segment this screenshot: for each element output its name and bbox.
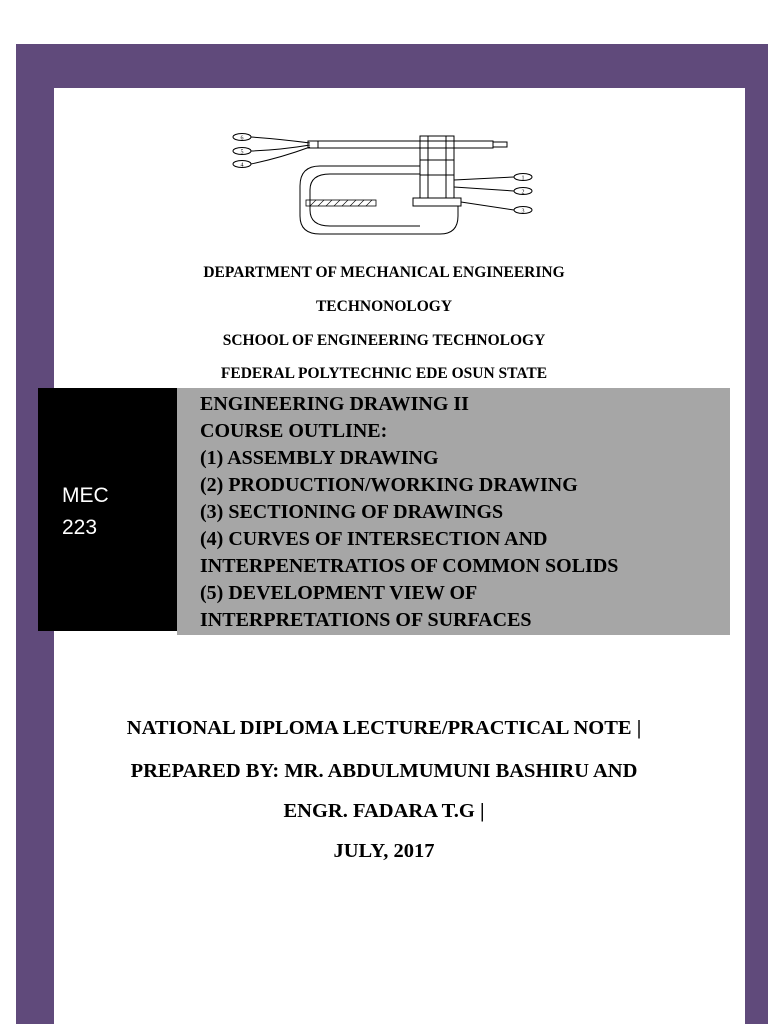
callout-4 xyxy=(233,161,251,169)
callout-2 xyxy=(514,188,532,196)
course-code-prefix: MEC xyxy=(62,484,109,507)
outline-item-continued: INTERPENETRATIOS OF COMMON SOLIDS xyxy=(200,555,619,577)
g-clamp-assembly-drawing xyxy=(230,130,540,238)
date: JULY, 2017 xyxy=(333,840,435,862)
prepared-by: PREPARED BY: MR. ABDULMUMUNI BASHIRU AND xyxy=(130,760,638,782)
callout-1 xyxy=(514,174,532,182)
department-line: DEPARTMENT OF MECHANICAL ENGINEERING xyxy=(203,264,565,281)
course-code-number: 223 xyxy=(62,516,98,539)
school-line: SCHOOL OF ENGINEERING TECHNOLOGY xyxy=(222,332,546,349)
outline-item: (1) ASSEMBLY DRAWING xyxy=(200,447,439,469)
course-title: ENGINEERING DRAWING II xyxy=(200,393,469,415)
svg-text:6: 6 xyxy=(240,135,244,142)
callout-5 xyxy=(233,148,251,156)
outline-item-continued: INTERPRETATIONS OF SURFACES xyxy=(200,609,532,631)
document-type: NATIONAL DIPLOMA LECTURE/PRACTICAL NOTE | xyxy=(126,717,642,739)
outline-heading: COURSE OUTLINE: xyxy=(200,420,388,442)
outline-item: (2) PRODUCTION/WORKING DRAWING xyxy=(200,474,578,496)
outline-item: (5) DEVELOPMENT VIEW OF xyxy=(200,582,478,604)
outline-item: (3) SECTIONING OF DRAWINGS xyxy=(200,501,504,523)
svg-text:4: 4 xyxy=(240,162,244,169)
institution-line: FEDERAL POLYTECHNIC EDE OSUN STATE xyxy=(220,365,548,382)
department-line: TECHNONOLOGY xyxy=(315,298,453,315)
course-code xyxy=(62,480,152,544)
svg-text:1: 1 xyxy=(521,175,525,182)
svg-text:5: 5 xyxy=(240,149,244,156)
course-outline xyxy=(200,391,725,634)
svg-text:3: 3 xyxy=(521,208,525,215)
callout-6 xyxy=(233,134,251,142)
author-line: ENGR. FADARA T.G | xyxy=(283,800,485,822)
outline-item: (4) CURVES OF INTERSECTION AND xyxy=(200,528,548,550)
svg-text:2: 2 xyxy=(521,189,525,196)
callout-3 xyxy=(514,207,532,215)
